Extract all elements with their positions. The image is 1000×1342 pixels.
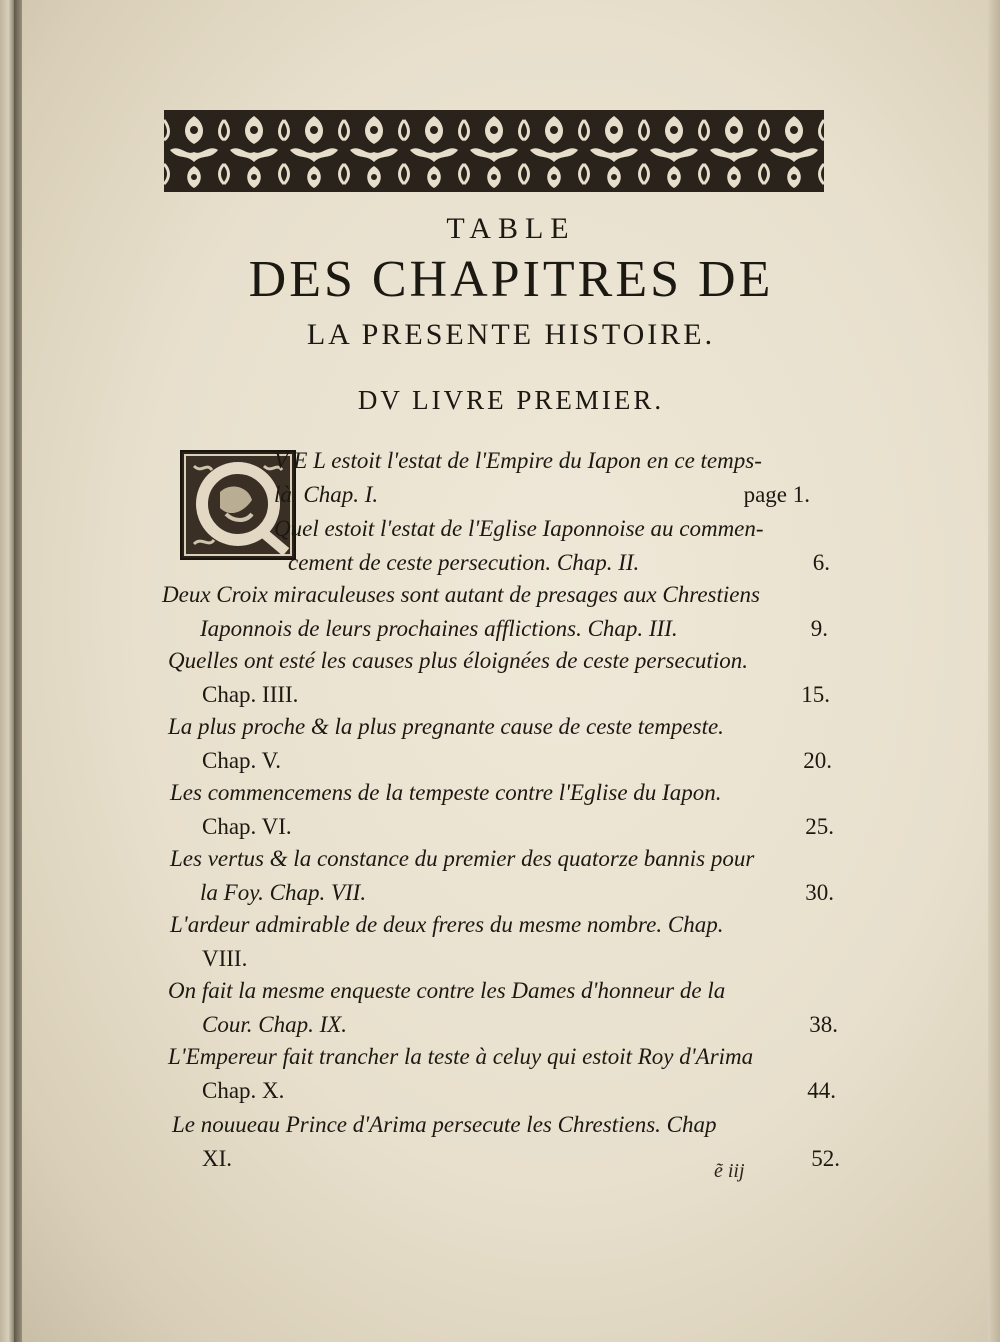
toc-page-number: 52. (811, 1146, 840, 1171)
toc-entry-line: V E L estoit l'estat de l'Empire du Iapon en ce temps- (274, 448, 762, 473)
toc-entry-line: Le nouueau Prince d'Arima persecute les Chrestiens. Chap (172, 1112, 717, 1137)
toc-entry-line: La plus proche & la plus pregnante cause de ceste tempeste. (168, 714, 724, 739)
toc-entry-line: cement de ceste persecution. Chap. II. (288, 550, 640, 575)
signature-mark: ẽ iij (714, 1160, 745, 1182)
toc-entry-line: Cour. Chap. IX. (202, 1012, 348, 1037)
toc-page-number: 15. (801, 682, 830, 707)
toc-entry-line: L'ardeur admirable de deux freres du mesme nombre. Chap. (170, 912, 724, 937)
toc-entry-line: VIII. (202, 946, 248, 971)
toc-entry-line: On fait la mesme enqueste contre les Dames d'honneur de la (168, 978, 726, 1003)
toc-entry-line: L'Empereur fait trancher la teste à celuy qui estoit Roy d'Arima (168, 1044, 754, 1069)
toc-page-number: 30. (805, 880, 834, 905)
table-of-contents (22, 0, 1000, 1342)
toc-entry-line: Chap. VI. (202, 814, 292, 839)
toc-page-number: page 1. (743, 482, 810, 507)
toc-entry-line: Quelles ont esté les causes plus éloignées de ceste persecution. (168, 648, 748, 673)
toc-page-number: 38. (809, 1012, 838, 1037)
toc-page-number: 44. (807, 1078, 836, 1103)
toc-entry-line: Deux Croix miraculeuses sont autant de presages aux Chrestiens (162, 582, 760, 607)
toc-entry-line: Les commencemens de la tempeste contre l'Eglise du Iapon. (170, 780, 722, 805)
left-page-edge (0, 0, 14, 1342)
book-heading: DV LIVRE PREMIER. (357, 385, 665, 415)
toc-page-number: 6. (812, 550, 830, 575)
toc-entry-line: là. Chap. I. (274, 482, 379, 507)
toc-entry-line: la Foy. Chap. VII. (200, 880, 367, 905)
toc-entry-line: Chap. IIII. (202, 682, 299, 707)
toc-entry-line: Chap. V. (202, 748, 282, 773)
toc-entry-line: Quel estoit l'estat de l'Eglise Iaponnoise au commen- (274, 516, 764, 541)
toc-entry-line: XI. (202, 1146, 233, 1171)
toc-entry-line: Chap. X. (202, 1078, 285, 1103)
toc-entry-line: Les vertus & la constance du premier des quatorze bannis pour (170, 846, 755, 871)
title-histoire: LA PRESENTE HISTOIRE. (306, 318, 716, 351)
title-table: TABLE (446, 212, 576, 245)
toc-page-number: 9. (810, 616, 828, 641)
toc-page-number: 20. (803, 748, 832, 773)
toc-entry-line: Iaponnois de leurs prochaines afflictions. Chap. III. (200, 616, 678, 641)
toc-page-number: 25. (805, 814, 834, 839)
title-chapitres: DES CHAPITRES DE (248, 251, 774, 308)
book-page (22, 0, 1000, 1342)
